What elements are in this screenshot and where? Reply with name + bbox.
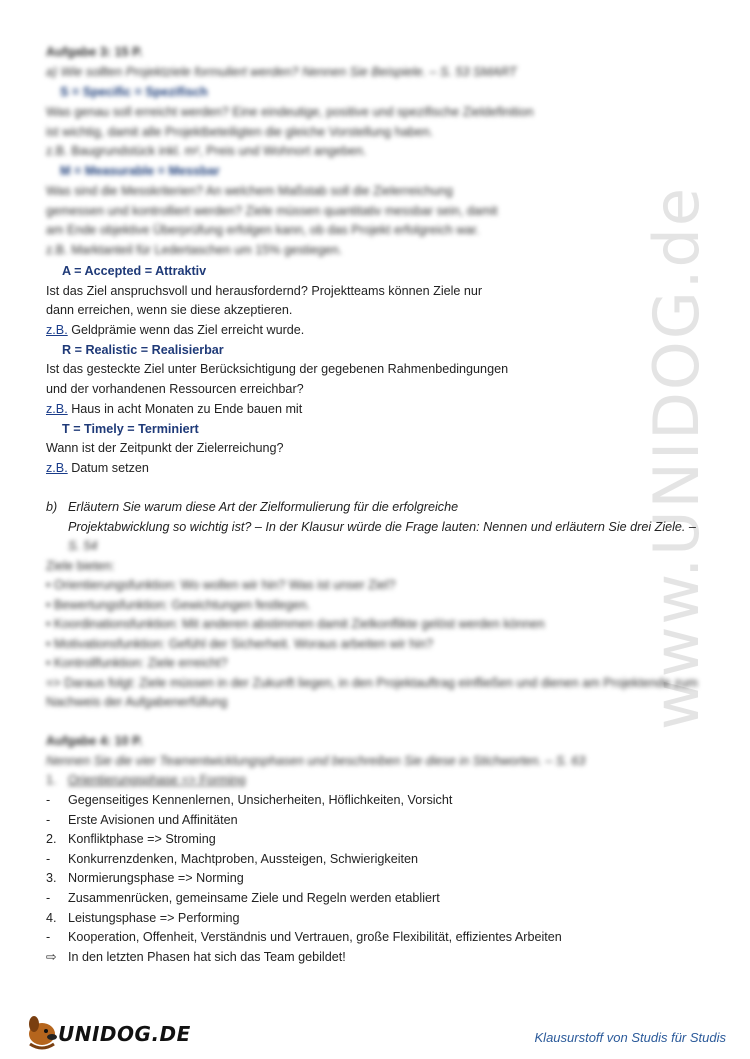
phase-item: Gegenseitiges Kennenlernen, Unsicherheiten, Höflichkeiten, Vorsicht	[68, 793, 453, 807]
r-text-1: Ist das gesteckte Ziel unter Berücksichtigung der gegebenen Rahmenbedingungen	[46, 362, 509, 376]
phase-marker: ⇨	[46, 950, 57, 964]
task4-heading: Aufgabe 4: 10 P.	[46, 734, 143, 748]
r-text-2: und der vorhandenen Ressourcen erreichbar?	[46, 382, 304, 396]
conclusion-1: => Daraus folgt: Ziele müssen in der Zukunft liegen, in den Projektauftrag einfließen und dienen am Projektende zum	[46, 676, 698, 690]
a-text-2: dann erreichen, wenn sie diese akzeptieren.	[46, 303, 293, 317]
phase-marker: 2.	[46, 832, 57, 846]
phase-1-number: 1.	[46, 773, 57, 787]
phase-item: Zusammenrücken, gemeinsame Ziele und Regeln werden etabliert	[68, 891, 440, 905]
question-b-line-2: Projektabwicklung so wichtig ist? – In der Klausur würde die Frage lauten: Nennen und erläutern Sie drei Ziele. –	[68, 520, 696, 534]
question-b-label: b)	[46, 500, 58, 514]
question-b-line-1: Erläutern Sie warum diese Art der Zielformulierung für die erfolgreiche	[68, 500, 459, 514]
smart-t-heading: T = Timely = Terminiert	[62, 422, 199, 436]
a-example-text: Geldprämie wenn das Ziel erreicht wurde.	[67, 323, 305, 337]
t-text-1: Wann ist der Zeitpunkt der Zielerreichung?	[46, 441, 284, 455]
phase-item: Konfliktphase => Stroming	[68, 832, 216, 846]
phase-marker: -	[46, 852, 51, 866]
zb-label: z.B.	[46, 323, 68, 337]
zb-label: z.B.	[46, 402, 68, 416]
smart-r-heading: R = Realistic = Realisierbar	[62, 343, 224, 357]
question-b-line-3: S. 54	[68, 539, 98, 553]
phase-marker: 4.	[46, 911, 57, 925]
smart-s-heading: S = Specific = Spezifisch	[60, 85, 208, 99]
goal-function-1: • Orientierungsfunktion: Wo wollen wir hin? Was ist unser Ziel?	[46, 578, 396, 592]
phase-marker: -	[46, 891, 51, 905]
phase-item: In den letzten Phasen hat sich das Team gebildet!	[68, 950, 346, 964]
goal-function-5: • Kontrollfunktion: Ziele erreicht?	[46, 656, 228, 670]
phase-item: Leistungsphase => Performing	[68, 911, 240, 925]
a-text-1: Ist das Ziel anspruchsvoll und herausfordernd? Projektteams können Ziele nur	[46, 284, 483, 298]
t-example-text: Datum setzen	[67, 461, 149, 475]
m-text-3: am Ende objektive Überprüfung erfolgen kann, ob das Projekt erfolgreich war.	[46, 223, 480, 237]
task4-question: Nennen Sie die vier Teamentwicklungsphasen und beschreiben Sie diese in Stichworten. – S. 63	[46, 754, 586, 768]
m-text-2: gemessen und kontrolliert werden? Ziele müssen quantitativ messbar sein, damit	[46, 204, 498, 218]
phase-item: Kooperation, Offenheit, Verständnis und Vertrauen, große Flexibilität, effizientes Arbeiten	[68, 930, 562, 944]
goals-intro: Ziele bieten:	[46, 559, 115, 573]
phase-item: Erste Avisionen und Affinitäten	[68, 813, 238, 827]
s-text-2: ist wichtig, damit alle Projektbeteiligten die gleiche Vorstellung haben.	[46, 125, 434, 139]
phase-marker: 3.	[46, 871, 57, 885]
task3-heading: Aufgabe 3: 15 P.	[46, 45, 143, 59]
m-text-1: Was sind die Messkriterien? An welchem Maßstab soll die Zielerreichung	[46, 184, 453, 198]
smart-m-heading: M = Measurable = Messbar	[60, 164, 220, 178]
r-example-text: Haus in acht Monaten zu Ende bauen mit	[67, 402, 303, 416]
phase-marker: -	[46, 793, 51, 807]
smart-a-heading: A = Accepted = Attraktiv	[62, 264, 207, 278]
zb-label: z.B.	[46, 461, 68, 475]
m-example: z.B. Marktanteil für Ledertaschen um 15% gestiegen.	[46, 243, 343, 257]
footer-tagline: Klausurstoff von Studis für Studis	[534, 1030, 726, 1045]
conclusion-2: Nachweis der Aufgabenerfüllung	[46, 695, 228, 709]
r-example	[46, 401, 302, 417]
s-example: z.B. Baugrundstück inkl. m², Preis und Wohnort angeben.	[46, 144, 367, 158]
a-example	[46, 322, 304, 338]
phase-marker: -	[46, 930, 51, 944]
t-example	[46, 460, 149, 476]
goal-function-2: • Bewertungsfunktion: Gewichtungen festlegen.	[46, 598, 311, 612]
s-text-1: Was genau soll erreicht werden? Eine eindeutige, positive und spezifische Zieldefinition	[46, 105, 534, 119]
question-a: a) Wie sollten Projektziele formuliert werden? Nennen Sie Beispiele. – S. 53 SMART	[46, 65, 517, 79]
goal-function-3: • Koordinationsfunktion: Mit anderen abstimmen damit Zielkonflikte gelöst werden können	[46, 617, 545, 631]
phase-item: Konkurrenzdenken, Machtproben, Aussteigen, Schwierigkeiten	[68, 852, 419, 866]
phase-1-title: Orientierungsphase => Forming	[68, 773, 246, 787]
phase-marker: -	[46, 813, 51, 827]
goal-function-4: • Motivationsfunktion: Gefühl der Sicherheit. Woraus arbeiten wir hin?	[46, 637, 434, 651]
phase-item: Normierungsphase => Norming	[68, 871, 244, 885]
unidog-logo-text: UNIDOG.DE	[58, 1022, 191, 1046]
watermark: www.UNIDOG.de	[640, 186, 713, 730]
